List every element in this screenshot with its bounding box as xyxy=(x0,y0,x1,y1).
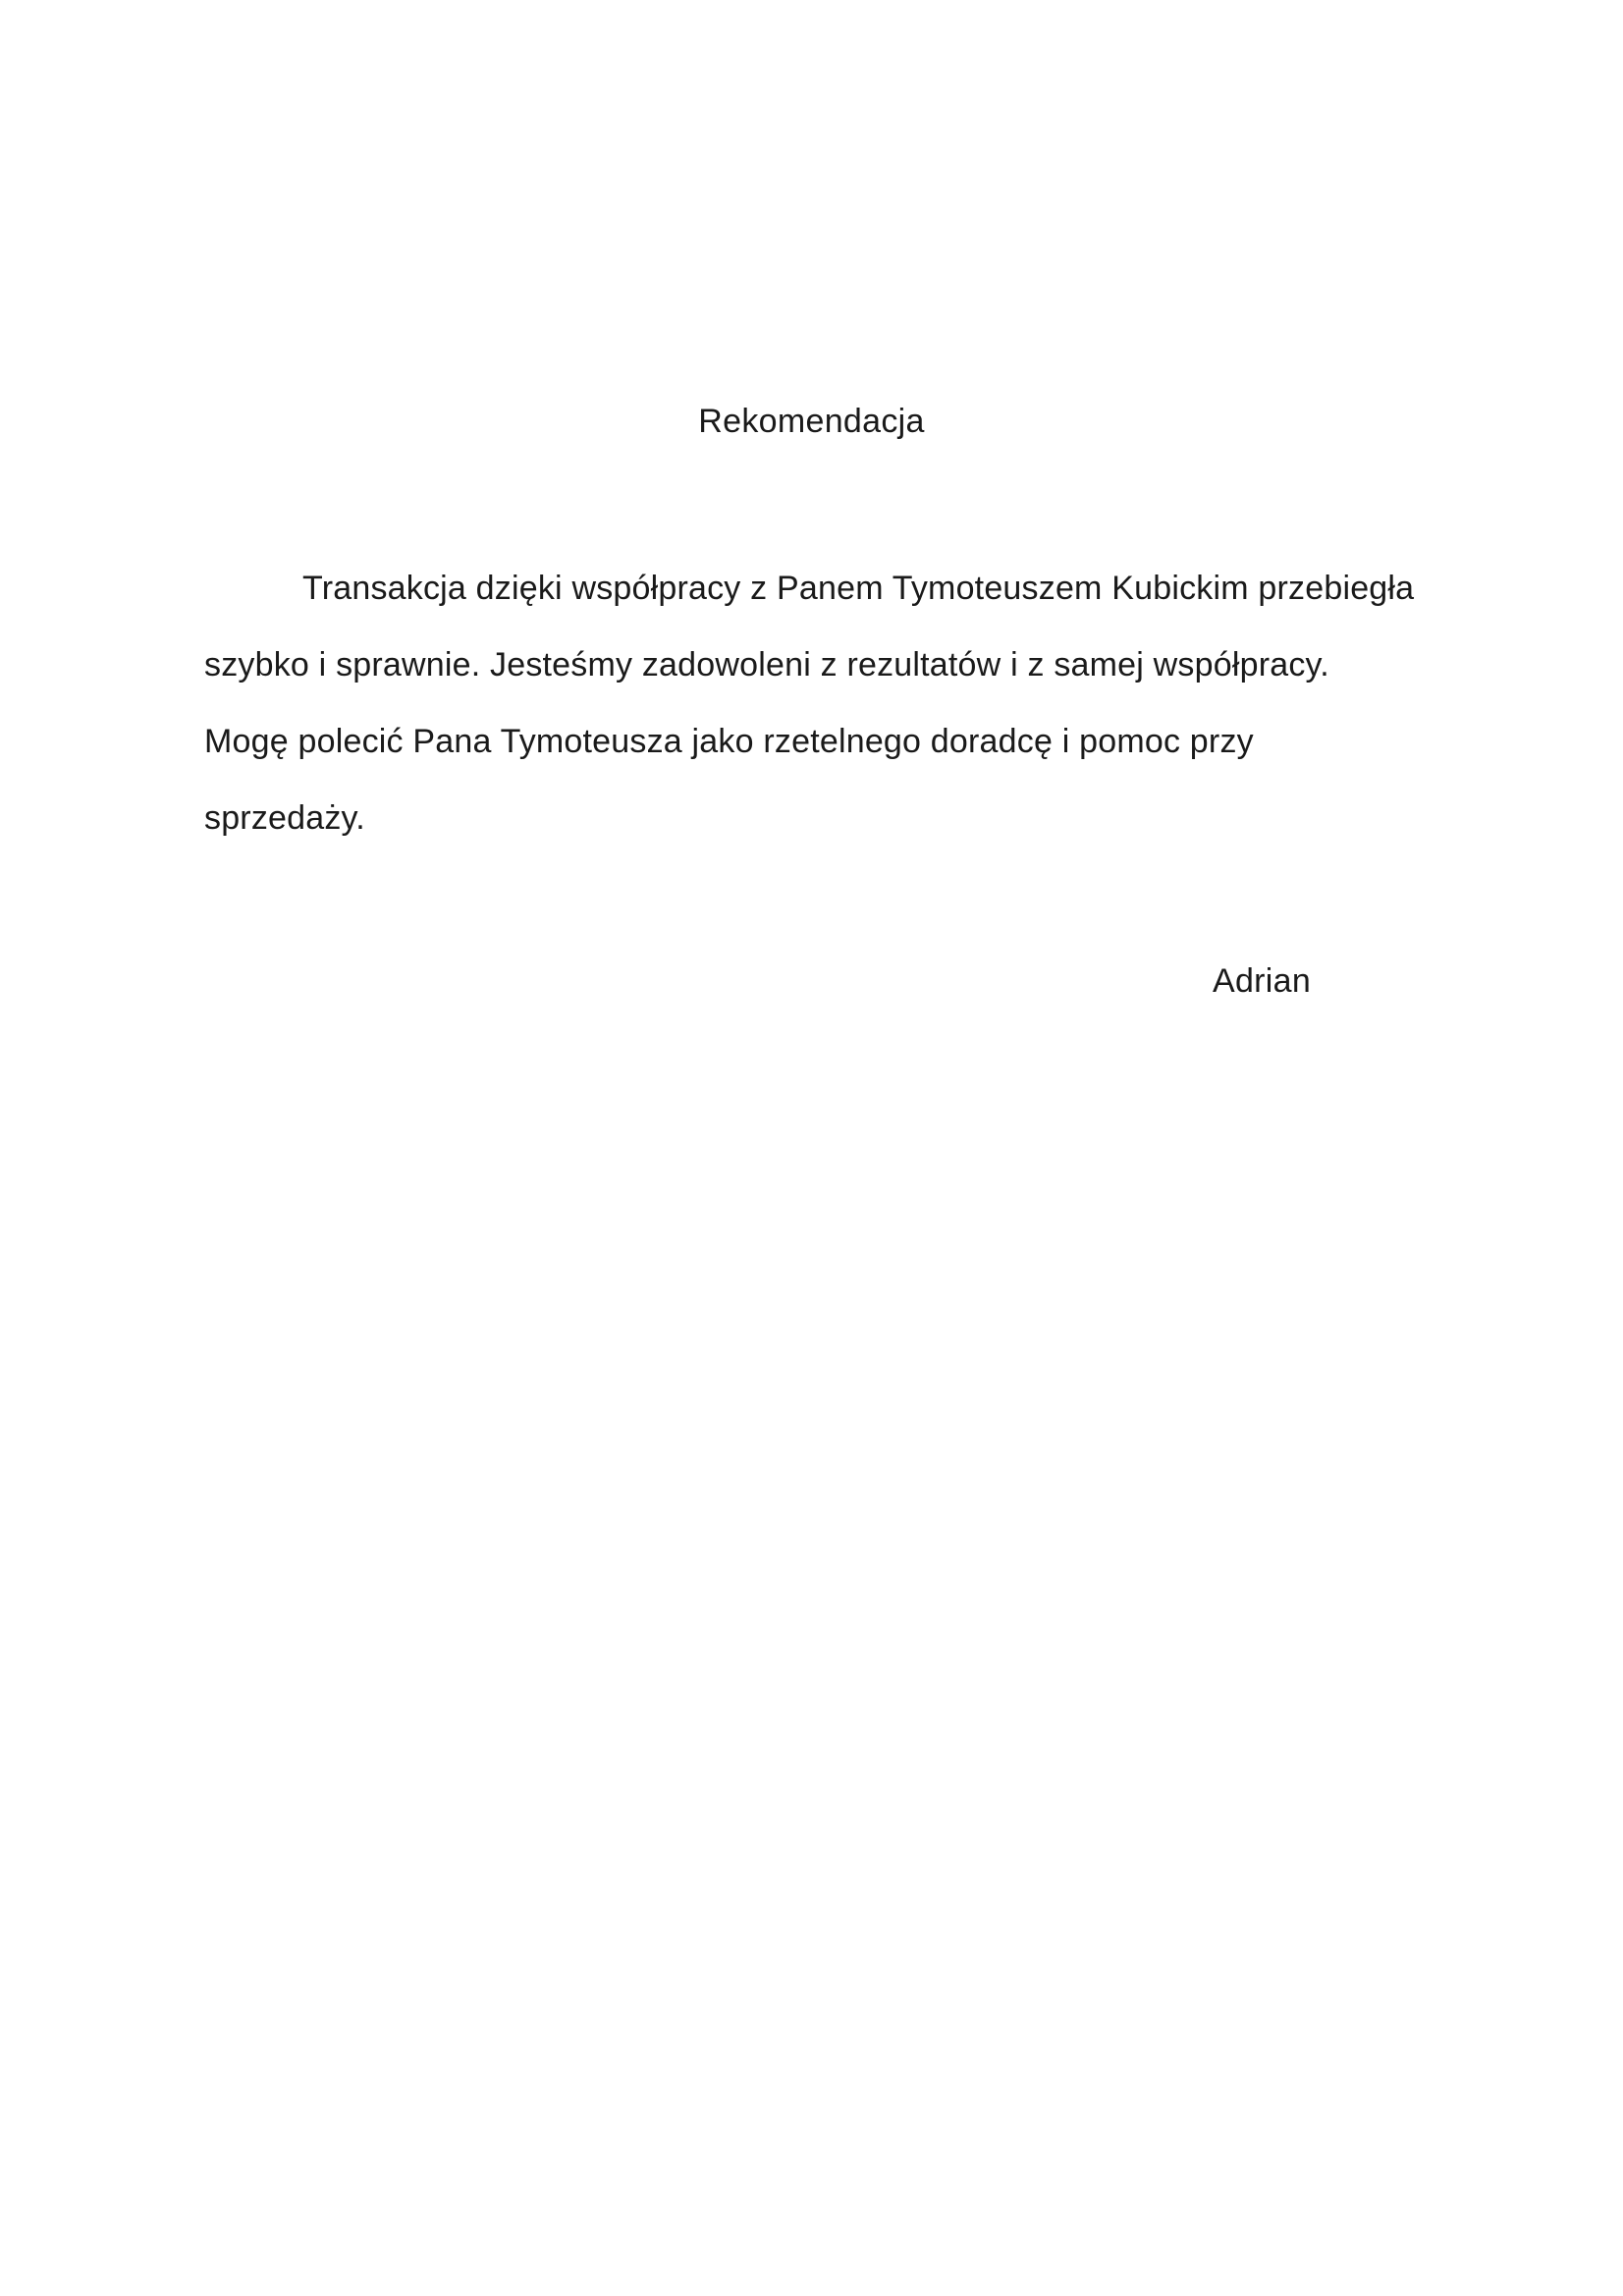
signature-name: Adrian xyxy=(1213,962,1312,1000)
document-title: Rekomendacja xyxy=(698,403,925,440)
paragraph-line: sprzedaży. xyxy=(204,799,365,837)
paragraph-line: szybko i sprawnie. Jesteśmy zadowoleni z rezultatów i z samej współpracy. xyxy=(204,646,1329,683)
recommendation-paragraph xyxy=(204,550,1451,856)
paragraph-line: Mogę polecić Pana Tymoteusza jako rzetelnego doradcę i pomoc przy xyxy=(204,723,1254,760)
paragraph-line: Transakcja dzięki współpracy z Panem Tymoteuszem Kubickim przebiegła xyxy=(302,570,1415,607)
